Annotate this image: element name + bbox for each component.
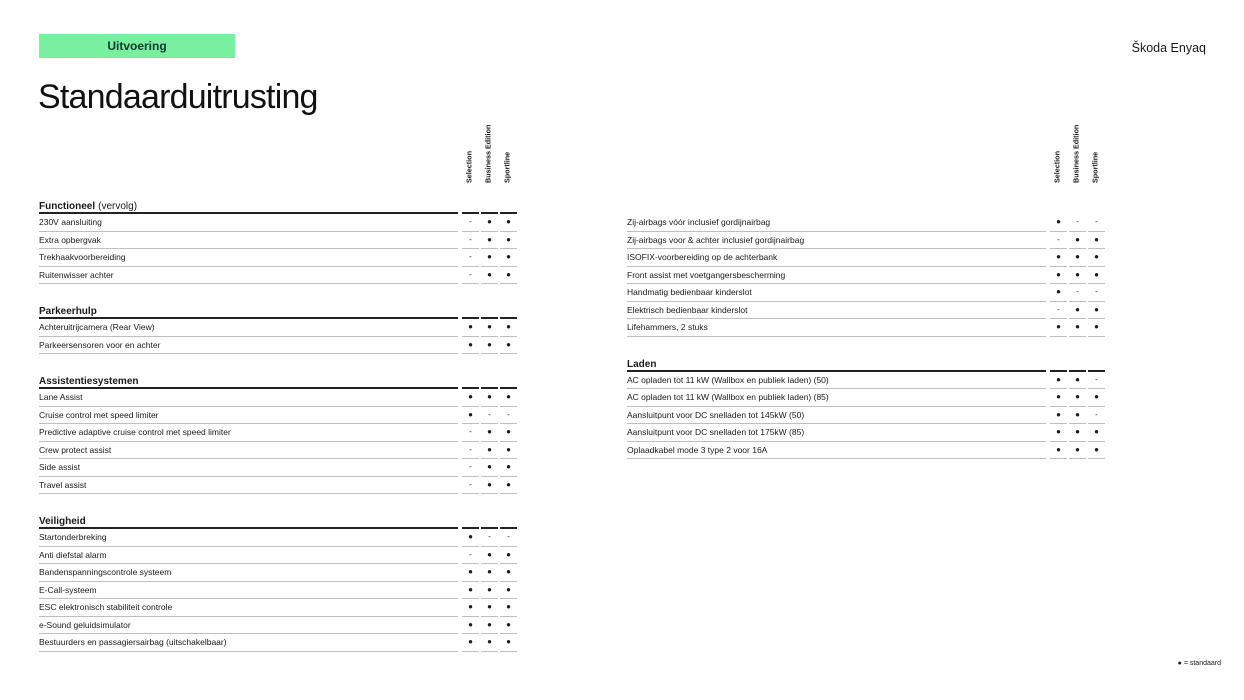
table-row bbox=[627, 319, 1107, 337]
section-spacer bbox=[39, 284, 519, 302]
availability-cell: ● bbox=[506, 637, 511, 646]
availability-cell: ● bbox=[468, 532, 473, 541]
column-header-selection: Selection bbox=[464, 151, 474, 183]
table-row bbox=[39, 337, 519, 355]
cell-underline bbox=[462, 493, 479, 494]
column-header-sportline: Sportline bbox=[1090, 151, 1100, 183]
table-row bbox=[39, 634, 519, 652]
section-title-text: Functioneel bbox=[39, 201, 96, 212]
table-row bbox=[39, 617, 519, 635]
availability-cell: ● bbox=[487, 549, 492, 559]
availability-cell: - bbox=[469, 234, 472, 244]
availability-cell: - bbox=[469, 479, 472, 489]
feature-label: Extra opbergvak bbox=[39, 234, 101, 245]
section-title-text: Parkeerhulp bbox=[39, 306, 97, 317]
availability-cell: - bbox=[488, 409, 491, 419]
availability-cell: ● bbox=[487, 637, 492, 646]
cell-underline bbox=[481, 283, 498, 284]
cell-underline bbox=[1050, 458, 1067, 459]
section-tag bbox=[39, 34, 235, 58]
availability-cell: ● bbox=[506, 602, 511, 611]
availability-cell: - bbox=[1095, 217, 1098, 226]
page-title: Standaarduitrusting bbox=[38, 78, 318, 116]
availability-cell: - bbox=[469, 252, 472, 261]
feature-label: Achteruitrijcamera (Rear View) bbox=[39, 322, 155, 332]
table-row bbox=[39, 407, 519, 425]
availability-cell: - bbox=[469, 444, 472, 454]
availability-cell: ● bbox=[1075, 269, 1080, 279]
availability-cell: ● bbox=[1094, 392, 1099, 401]
section-title-text: Assistentiesystemen bbox=[39, 376, 139, 387]
availability-cell: - bbox=[507, 409, 510, 419]
availability-cell: ● bbox=[487, 427, 492, 436]
availability-cell: ● bbox=[1056, 322, 1061, 331]
section-title bbox=[39, 302, 519, 319]
availability-cell: ● bbox=[487, 462, 492, 471]
availability-cell: ● bbox=[506, 269, 511, 279]
availability-cell: - bbox=[469, 427, 472, 436]
availability-cell: - bbox=[1057, 304, 1060, 314]
availability-cell: ● bbox=[506, 339, 511, 349]
section-title bbox=[39, 197, 519, 214]
cell-underline bbox=[1069, 336, 1086, 337]
availability-cell: ● bbox=[487, 567, 492, 576]
availability-cell: ● bbox=[506, 392, 511, 401]
cell-underline bbox=[481, 651, 498, 652]
row-divider bbox=[39, 651, 458, 652]
availability-cell: ● bbox=[1056, 444, 1061, 454]
availability-cell: ● bbox=[1094, 269, 1099, 279]
feature-label: E-Call-systeem bbox=[39, 584, 97, 595]
availability-cell: - bbox=[469, 217, 472, 226]
availability-cell: ● bbox=[468, 409, 473, 419]
feature-label: ESC elektronisch stabiliteit controle bbox=[39, 602, 173, 612]
feature-label: 230V aansluiting bbox=[39, 217, 102, 227]
feature-label: Handmatig bedienbaar kinderslot bbox=[627, 287, 752, 297]
feature-label: AC opladen tot 11 kW (Wallbox en publiek laden) (50) bbox=[627, 374, 829, 385]
cell-underline bbox=[481, 493, 498, 494]
availability-cell: ● bbox=[506, 252, 511, 261]
availability-cell: ● bbox=[506, 217, 511, 226]
section-title bbox=[39, 372, 519, 389]
table-row bbox=[39, 232, 519, 250]
table-row bbox=[39, 424, 519, 442]
feature-label: Anti diefstal alarm bbox=[39, 549, 107, 560]
feature-label: Cruise control met speed limiter bbox=[39, 409, 159, 420]
availability-cell: ● bbox=[506, 479, 511, 489]
row-divider bbox=[39, 493, 458, 494]
table-row bbox=[627, 214, 1107, 232]
availability-cell: ● bbox=[487, 444, 492, 454]
section-tag-label: Uitvoering bbox=[107, 39, 167, 53]
equipment-table-right bbox=[627, 214, 1107, 459]
availability-cell: ● bbox=[506, 427, 511, 436]
availability-cell: ● bbox=[506, 462, 511, 471]
feature-label: Ruitenwisser achter bbox=[39, 269, 114, 280]
table-row bbox=[39, 214, 519, 232]
availability-cell: ● bbox=[1075, 234, 1080, 244]
feature-label: Crew protect assist bbox=[39, 444, 112, 455]
feature-label: Trekhaakvoorbereiding bbox=[39, 252, 126, 262]
row-divider bbox=[39, 283, 458, 284]
availability-cell: ● bbox=[487, 269, 492, 279]
table-row bbox=[627, 284, 1107, 302]
availability-cell: ● bbox=[1075, 322, 1080, 331]
table-row bbox=[39, 459, 519, 477]
table-row bbox=[627, 267, 1107, 285]
availability-cell: ● bbox=[1075, 444, 1080, 454]
availability-cell: ● bbox=[468, 392, 473, 401]
section-spacer bbox=[39, 494, 519, 512]
column-header-business-edition: Business Edition bbox=[1071, 124, 1081, 183]
availability-cell: ● bbox=[1075, 427, 1080, 436]
availability-cell: ● bbox=[487, 392, 492, 401]
cell-underline bbox=[500, 283, 517, 284]
table-row bbox=[627, 407, 1107, 425]
section-title bbox=[39, 512, 519, 529]
availability-cell: ● bbox=[1094, 234, 1099, 244]
availability-cell: ● bbox=[1056, 217, 1061, 226]
legend: ● = standaard bbox=[1177, 660, 1221, 667]
feature-label: Side assist bbox=[39, 462, 81, 472]
section-subtitle: (vervolg) bbox=[98, 201, 138, 212]
availability-cell: ● bbox=[487, 217, 492, 226]
table-row bbox=[39, 389, 519, 407]
cell-underline bbox=[500, 651, 517, 652]
availability-cell: - bbox=[1076, 217, 1079, 226]
feature-label: e-Sound geluidsimulator bbox=[39, 619, 131, 630]
availability-cell: ● bbox=[468, 567, 473, 576]
cell-underline bbox=[1050, 336, 1067, 337]
feature-label: Startonderbreking bbox=[39, 532, 107, 542]
availability-cell: ● bbox=[506, 619, 511, 629]
feature-label: Parkeersensoren voor en achter bbox=[39, 339, 161, 350]
column-header-sportline: Sportline bbox=[502, 151, 512, 183]
cell-underline bbox=[481, 353, 498, 354]
feature-label: Front assist met voetgangersbescherming bbox=[627, 269, 786, 280]
availability-cell: - bbox=[1095, 287, 1098, 296]
availability-cell: ● bbox=[1056, 427, 1061, 436]
cell-underline bbox=[462, 283, 479, 284]
availability-cell: ● bbox=[1094, 444, 1099, 454]
column-header-business-edition: Business Edition bbox=[483, 124, 493, 183]
table-row bbox=[39, 547, 519, 565]
availability-cell: ● bbox=[1094, 427, 1099, 436]
availability-cell: ● bbox=[468, 602, 473, 611]
table-row bbox=[627, 372, 1107, 390]
table-row bbox=[627, 232, 1107, 250]
cell-underline bbox=[500, 353, 517, 354]
availability-cell: - bbox=[507, 532, 510, 541]
table-row bbox=[39, 249, 519, 267]
availability-cell: ● bbox=[1056, 392, 1061, 401]
cell-underline bbox=[462, 651, 479, 652]
cell-underline bbox=[1088, 458, 1105, 459]
availability-cell: ● bbox=[487, 584, 492, 594]
table-row bbox=[39, 477, 519, 495]
availability-cell: ● bbox=[1056, 269, 1061, 279]
row-divider bbox=[627, 336, 1046, 337]
availability-cell: ● bbox=[1075, 304, 1080, 314]
brand-name: Škoda Enyaq bbox=[1131, 41, 1206, 55]
availability-cell: ● bbox=[1056, 374, 1061, 384]
availability-cell: ● bbox=[1094, 252, 1099, 261]
row-divider bbox=[39, 353, 458, 354]
availability-cell: ● bbox=[1094, 304, 1099, 314]
table-row bbox=[627, 389, 1107, 407]
cell-underline bbox=[462, 353, 479, 354]
row-divider bbox=[627, 458, 1046, 459]
availability-cell: ● bbox=[487, 479, 492, 489]
availability-cell: ● bbox=[1056, 409, 1061, 419]
column-header-selection: Selection bbox=[1052, 151, 1062, 183]
table-row bbox=[39, 267, 519, 285]
table-row bbox=[627, 442, 1107, 460]
cell-underline bbox=[500, 493, 517, 494]
feature-label: Elektrisch bedienbaar kinderslot bbox=[627, 304, 748, 315]
availability-cell: - bbox=[469, 549, 472, 559]
availability-cell: ● bbox=[1056, 287, 1061, 296]
cell-underline bbox=[1069, 458, 1086, 459]
table-row bbox=[627, 302, 1107, 320]
availability-cell: - bbox=[1076, 287, 1079, 296]
table-row bbox=[39, 529, 519, 547]
availability-cell: ● bbox=[468, 619, 473, 629]
feature-label: ISOFIX-voorbereiding op de achterbank bbox=[627, 252, 778, 262]
availability-cell: ● bbox=[1075, 392, 1080, 401]
availability-cell: ● bbox=[487, 619, 492, 629]
availability-cell: ● bbox=[1075, 374, 1080, 384]
availability-cell: - bbox=[469, 269, 472, 279]
section-title-text: Laden bbox=[627, 358, 657, 370]
availability-cell: ● bbox=[487, 234, 492, 244]
availability-cell: ● bbox=[487, 252, 492, 261]
table-row bbox=[627, 249, 1107, 267]
section-spacer bbox=[627, 337, 1107, 355]
feature-label: Lane Assist bbox=[39, 392, 83, 402]
section-title-text: Veiligheid bbox=[39, 516, 86, 527]
availability-cell: ● bbox=[506, 322, 511, 331]
table-row bbox=[39, 582, 519, 600]
feature-label: Zij-airbags vóór inclusief gordijnairbag bbox=[627, 217, 771, 227]
equipment-table-left bbox=[39, 197, 519, 652]
availability-cell: ● bbox=[506, 584, 511, 594]
availability-cell: ● bbox=[468, 339, 473, 349]
feature-label: Oplaadkabel mode 3 type 2 voor 16A bbox=[627, 444, 768, 455]
availability-cell: ● bbox=[506, 567, 511, 576]
feature-label: AC opladen tot 11 kW (Wallbox en publiek laden) (85) bbox=[627, 392, 829, 402]
feature-label: Aansluitpunt voor DC snelladen tot 175kW (85) bbox=[627, 427, 805, 437]
availability-cell: ● bbox=[468, 322, 473, 331]
feature-label: Aansluitpunt voor DC snelladen tot 145kW (50) bbox=[627, 409, 805, 420]
table-row bbox=[39, 599, 519, 617]
feature-label: Bandenspanningscontrole systeem bbox=[39, 567, 172, 577]
availability-cell: - bbox=[488, 532, 491, 541]
availability-cell: ● bbox=[487, 602, 492, 611]
availability-cell: ● bbox=[487, 339, 492, 349]
table-row bbox=[39, 319, 519, 337]
availability-cell: ● bbox=[468, 584, 473, 594]
availability-cell: - bbox=[1057, 234, 1060, 244]
feature-label: Lifehammers, 2 stuks bbox=[627, 322, 708, 332]
table-row bbox=[627, 424, 1107, 442]
availability-cell: - bbox=[1095, 409, 1098, 419]
availability-cell: ● bbox=[1056, 252, 1061, 261]
availability-cell: ● bbox=[1075, 409, 1080, 419]
availability-cell: - bbox=[469, 462, 472, 471]
feature-label: Predictive adaptive cruise control met speed limiter bbox=[39, 427, 231, 437]
table-row bbox=[39, 442, 519, 460]
availability-cell: ● bbox=[506, 444, 511, 454]
feature-label: Bestuurders en passagiersairbag (uitschakelbaar) bbox=[39, 637, 227, 647]
feature-label: Zij-airbags voor & achter inclusief gordijnairbag bbox=[627, 234, 805, 245]
availability-cell: ● bbox=[1094, 322, 1099, 331]
availability-cell: ● bbox=[506, 234, 511, 244]
availability-cell: ● bbox=[506, 549, 511, 559]
section-spacer bbox=[39, 354, 519, 372]
table-row bbox=[39, 564, 519, 582]
feature-label: Travel assist bbox=[39, 479, 87, 490]
availability-cell: ● bbox=[487, 322, 492, 331]
availability-cell: - bbox=[1095, 374, 1098, 384]
cell-underline bbox=[1088, 336, 1105, 337]
availability-cell: ● bbox=[468, 637, 473, 646]
availability-cell: ● bbox=[1075, 252, 1080, 261]
section-title bbox=[627, 355, 1107, 372]
